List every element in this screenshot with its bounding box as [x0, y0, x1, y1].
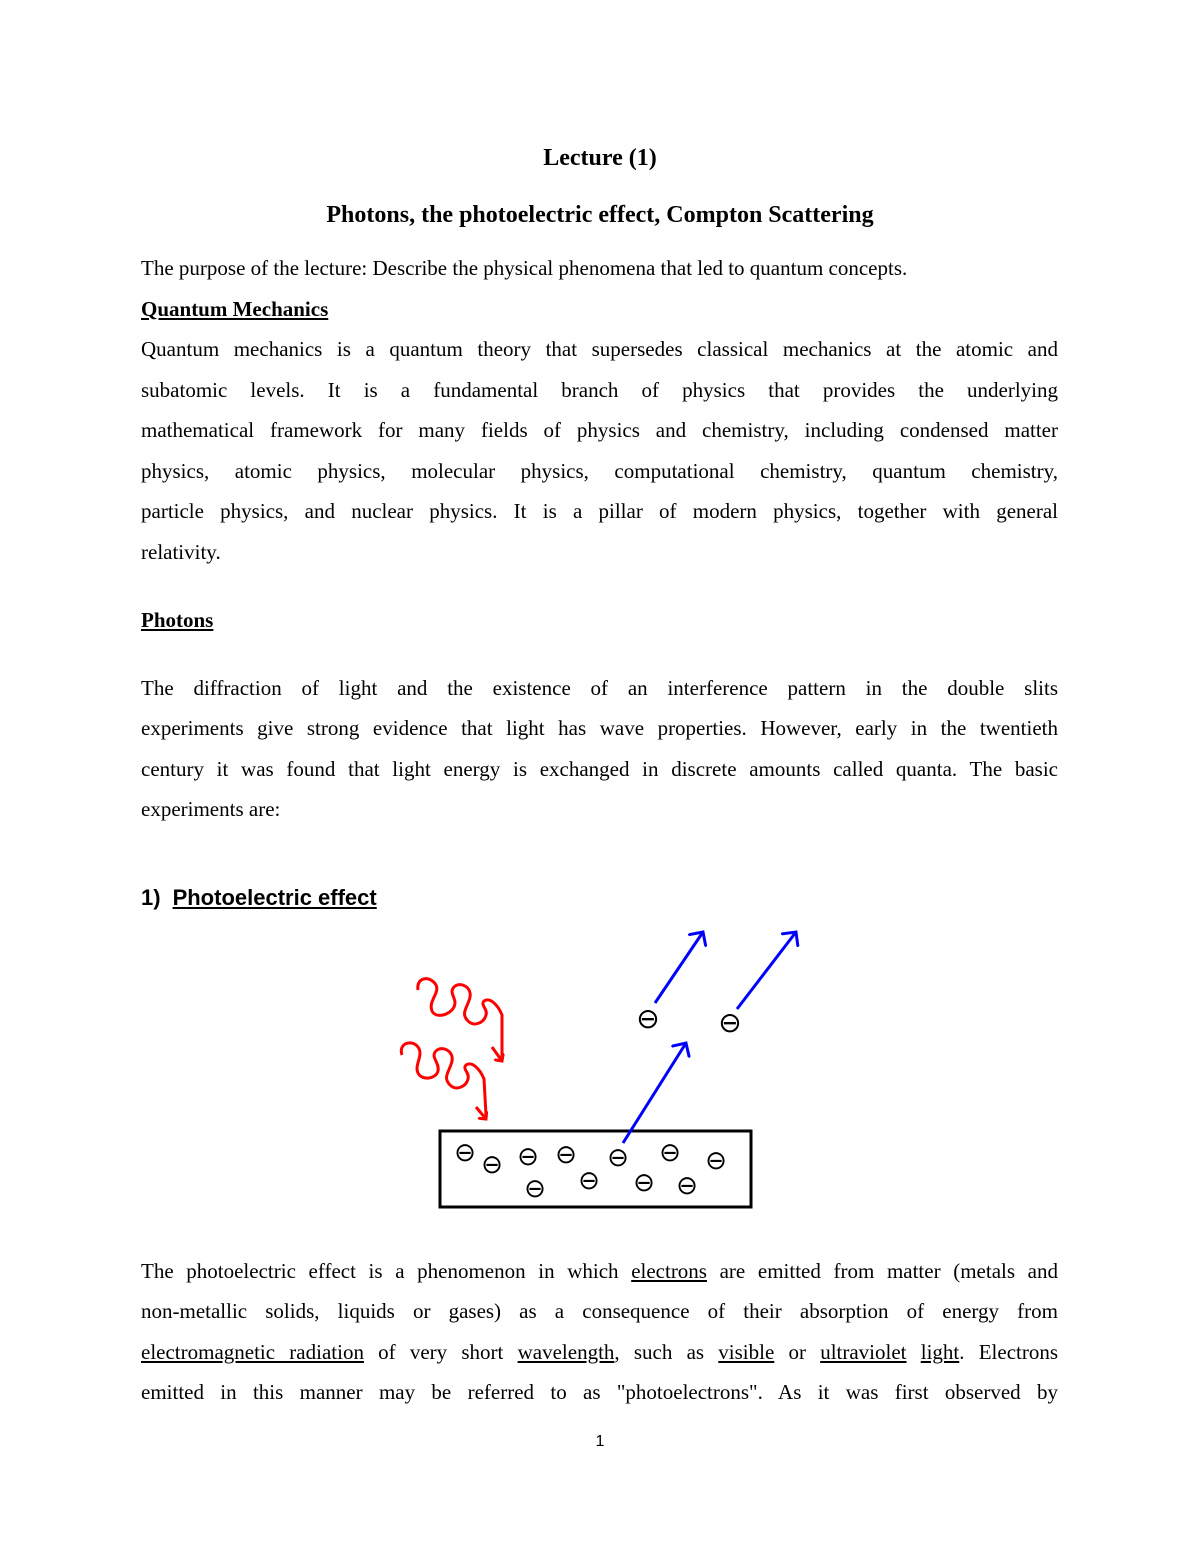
qm-line-3: mathematical framework for many fields of physics and chemistry, including condensed matter	[141, 418, 1058, 442]
photon-wave-2	[401, 1043, 486, 1115]
electron-icon: ⊖	[517, 1142, 539, 1172]
photons-line-2: experiments give strong evidence that light has wave properties. However, early in the twentieth	[141, 716, 1058, 740]
electron-icon: ⊖	[454, 1138, 476, 1168]
link-electrons[interactable]: electrons	[631, 1259, 707, 1283]
electron-icon: ⊖	[607, 1143, 629, 1173]
pe-line-3: electromagnetic radiation of very short wavelength, such as visible or ultraviolet light. Electrons	[141, 1340, 1059, 1364]
section-number: 1)	[141, 885, 161, 910]
link-light[interactable]: light	[920, 1340, 960, 1364]
electron-icon: ⊖	[676, 1171, 698, 1201]
pe-line-1: The photoelectric effect is a phenomenon in which electrons are emitted from matter (metals and	[141, 1259, 1058, 1283]
pe-line-4: emitted in this manner may be referred to as "photoelectrons". As it was first observed by	[141, 1380, 1058, 1404]
qm-line-5: particle physics, and nuclear physics. It is a pillar of modern physics, together with general	[141, 499, 1058, 523]
link-electromagnetic-radiation[interactable]: electromagnetic radiation	[141, 1340, 364, 1364]
emission-arrow-1	[655, 932, 703, 1003]
photoelectric-heading	[141, 883, 377, 913]
photons-line-1: The diffraction of light and the existence of an interference pattern in the double slits	[141, 676, 1058, 700]
electron-icon: ⊖	[578, 1166, 600, 1196]
quantum-mechanics-heading: Quantum Mechanics	[141, 297, 329, 321]
page-number: 1	[595, 1433, 605, 1450]
electron-icon: ⊖	[636, 1002, 660, 1035]
link-wavelength[interactable]: wavelength	[517, 1340, 615, 1364]
electron-icon: ⊖	[705, 1146, 727, 1176]
photons-line-4: experiments are:	[141, 797, 281, 821]
qm-line-2: subatomic levels. It is a fundamental branch of physics that provides the underlying	[141, 378, 1058, 402]
photoelectric-diagram	[380, 915, 820, 1215]
qm-line-6: relativity.	[141, 540, 221, 564]
emission-arrow-2	[737, 932, 796, 1009]
photons-line-3: century it was found that light energy is exchanged in discrete amounts called quanta. The basic	[141, 757, 1058, 781]
purpose-text: The purpose of the lecture: Describe the physical phenomena that led to quantum concepts.	[141, 256, 908, 280]
photon-wave-1	[418, 979, 502, 1057]
electron-icon: ⊖	[659, 1138, 681, 1168]
electron-icon: ⊖	[481, 1150, 503, 1180]
qm-line-1: Quantum mechanics is a quantum theory that supersedes classical mechanics at the atomic and	[141, 337, 1058, 361]
link-ultraviolet[interactable]: ultraviolet	[820, 1340, 907, 1364]
lecture-number: Lecture (1)	[543, 145, 657, 171]
electron-icon: ⊖	[633, 1168, 655, 1198]
electron-icon: ⊖	[555, 1140, 577, 1170]
pe-line-2: non-metallic solids, liquids or gases) as a consequence of their absorption of energy from	[141, 1299, 1058, 1323]
electron-icon: ⊖	[718, 1006, 742, 1039]
electron-icon: ⊖	[524, 1174, 546, 1204]
emission-arrow-3	[623, 1043, 686, 1143]
section-label: Photoelectric effect	[172, 885, 377, 910]
lecture-title: Photons, the photoelectric effect, Compton Scattering	[326, 202, 874, 228]
photons-heading: Photons	[141, 608, 214, 632]
link-visible[interactable]: visible	[718, 1340, 775, 1364]
qm-line-4: physics, atomic physics, molecular physics, computational chemistry, quantum chemistry,	[141, 459, 1058, 483]
